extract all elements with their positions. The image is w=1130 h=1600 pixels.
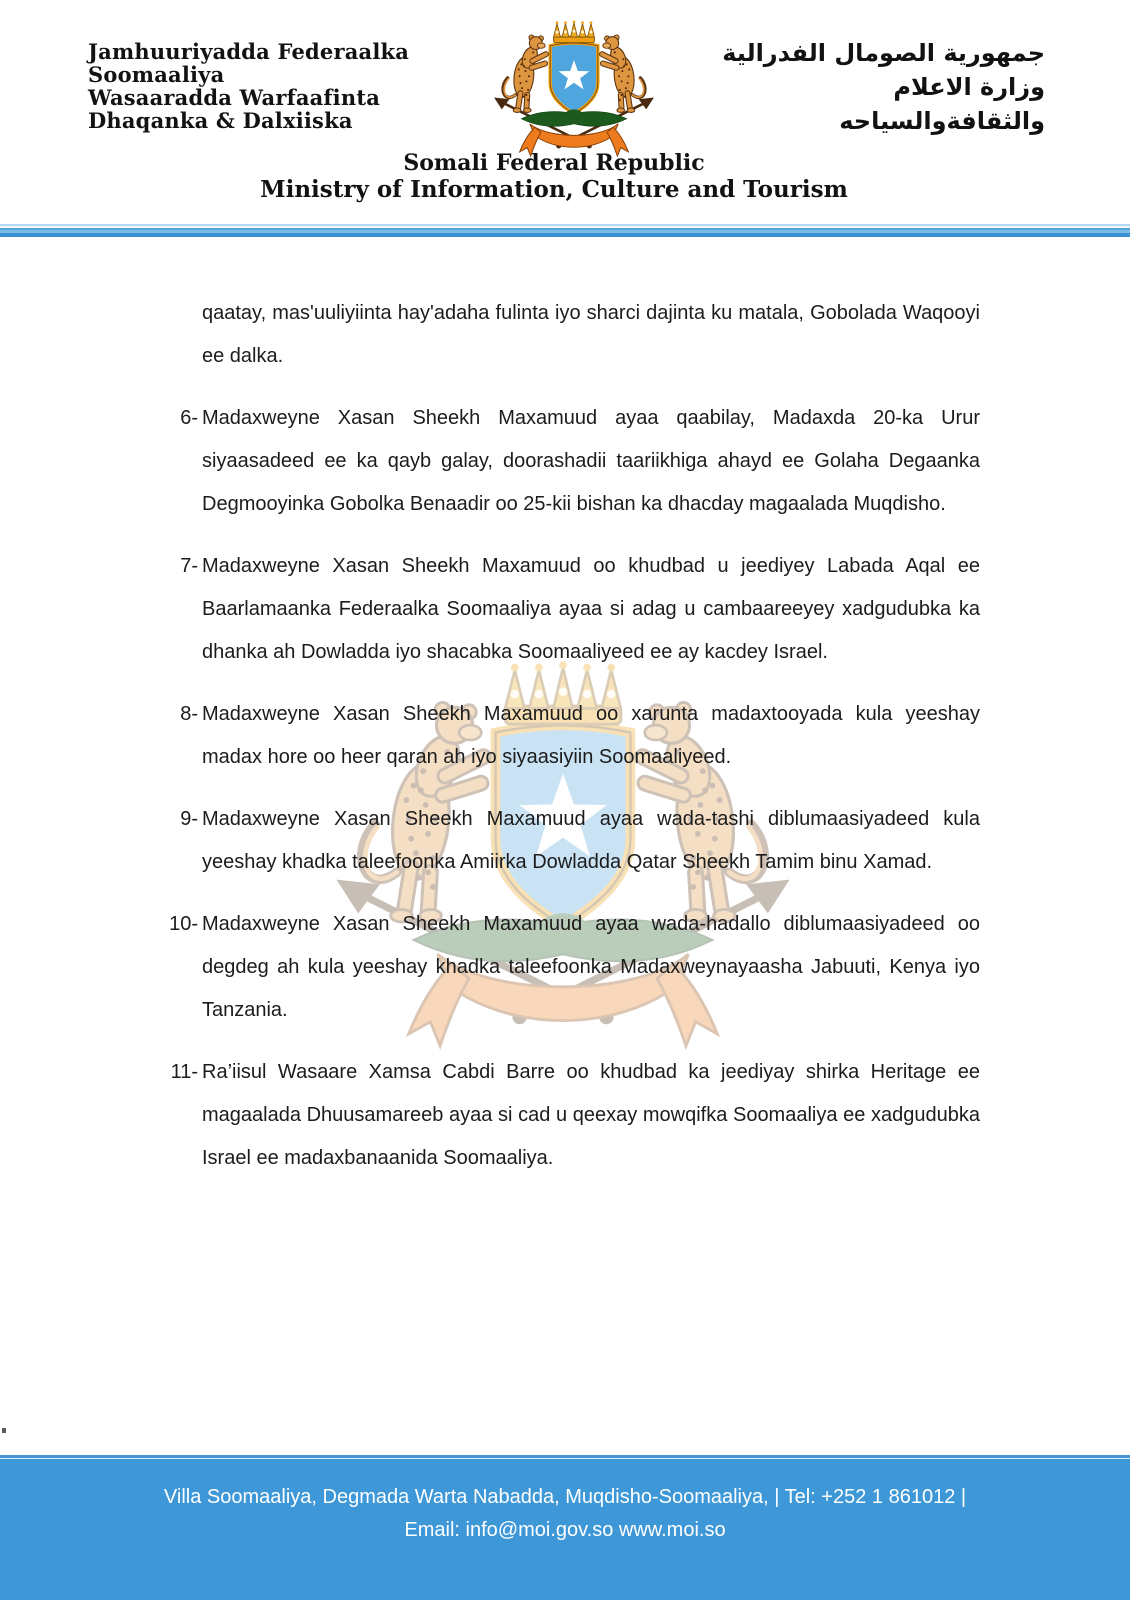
ministry-arabic-line: جمهورية الصومال الفدرالية — [722, 39, 1045, 67]
item-text: Madaxweyne Xasan Sheekh Maxamuud ayaa qaabilay, Madaxda 20-ka Urur siyaasadeed ee ka qayb galay, doorashadii taariikhiga ahayd ee Golaha Degaanka Degmooyinka Gobolka Benaadir oo 25-kii bishan ka dhacday magaalada Muqdisho. — [202, 407, 980, 515]
coat-of-arms-icon — [489, 20, 659, 158]
stray-mark — [2, 1428, 6, 1433]
list-item — [180, 798, 980, 884]
item-text: Madaxweyne Xasan Sheekh Maxamuud oo xarunta madaxtooyada kula yeeshay madax hore oo heer qaran ah iyo siyaasiyiin Soomaaliyeed. — [202, 703, 980, 768]
ministry-name-arabic — [722, 36, 1045, 138]
org-title: Somali Federal Republic — [403, 150, 705, 176]
header-divider — [0, 224, 1130, 237]
list-item — [180, 545, 980, 674]
footer-band — [0, 1455, 1130, 1600]
item-text: Madaxweyne Xasan Sheekh Maxamuud ayaa wada-hadallo diblumaasiyadeed oo degdeg ah kula yeeshay khadka taleefoonka Madaxweynayaasha Jabuuti, Kenya iyo Tanzania. — [202, 913, 980, 1021]
item-number: 10- — [169, 913, 198, 935]
item-number: 9- — [180, 808, 198, 830]
ministry-name-somali — [88, 40, 409, 132]
list-item — [170, 1051, 980, 1180]
list-item — [180, 397, 980, 526]
footer-contact — [0, 1458, 1130, 1600]
list-item — [169, 903, 980, 1032]
footer-email-line: Email: info@moi.gov.so www.moi.so — [404, 1519, 726, 1541]
item-number: 6- — [180, 407, 198, 429]
item-number: 11- — [170, 1061, 198, 1083]
footer-address-line: Villa Soomaaliya, Degmada Warta Nabadda, Muqdisho-Soomaaliya, | Tel: +252 1 861012 | — [163, 1486, 967, 1508]
org-subtitle: Ministry of Information, Culture and Tourism — [260, 176, 848, 203]
intro-paragraph: qaatay, mas'uuliyiinta hay'adaha fulinta iyo sharci dajinta ku matala, Gobolada Waqooyi ee dalka. — [202, 302, 980, 367]
ministry-name-english — [0, 150, 1108, 203]
item-text: Madaxweyne Xasan Sheekh Maxamuud ayaa wada-tashi diblumaasiyadeed kula yeeshay khadka taleefoonka Amiirka Dowladda Qatar Sheekh Tamim binu Xamad. — [202, 808, 980, 873]
ministry-somali-line: Wasaaradda Warfaafinta — [88, 85, 381, 110]
item-text: Ra’iisul Wasaare Xamsa Cabdi Barre oo khudbad ka jeediyay shirka Heritage ee magaalada Dhuusamareeb ayaa si cad u qeexay mowqifka Soomaaliya ee xadgudubka Israel ee madaxbanaanida Soomaaliya. — [202, 1061, 980, 1169]
ministry-arabic-line: وزارة الاعلام — [893, 73, 1045, 101]
list-item — [180, 693, 980, 779]
item-text: Madaxweyne Xasan Sheekh Maxamuud oo khudbad u jeediyey Labada Aqal ee Baarlamaanka Federaalka Soomaaliya ayaa si adag u cambaareeyey xadgudubka ka dhanka ah Dowladda iyo shacabka Soomaaliyeed ee ay kacdey Israel. — [202, 555, 980, 663]
ministry-somali-line: Jamhuuriyadda Federaalka — [88, 39, 410, 64]
ministry-somali-line: Soomaaliya — [88, 62, 225, 87]
item-number: 7- — [180, 555, 198, 577]
letter-body — [169, 292, 980, 1199]
item-number: 8- — [180, 703, 198, 725]
ministry-somali-line: Dhaqanka & Dalxiiska — [88, 108, 353, 133]
ministry-arabic-line: والثقافةوالسياحه — [839, 107, 1045, 135]
